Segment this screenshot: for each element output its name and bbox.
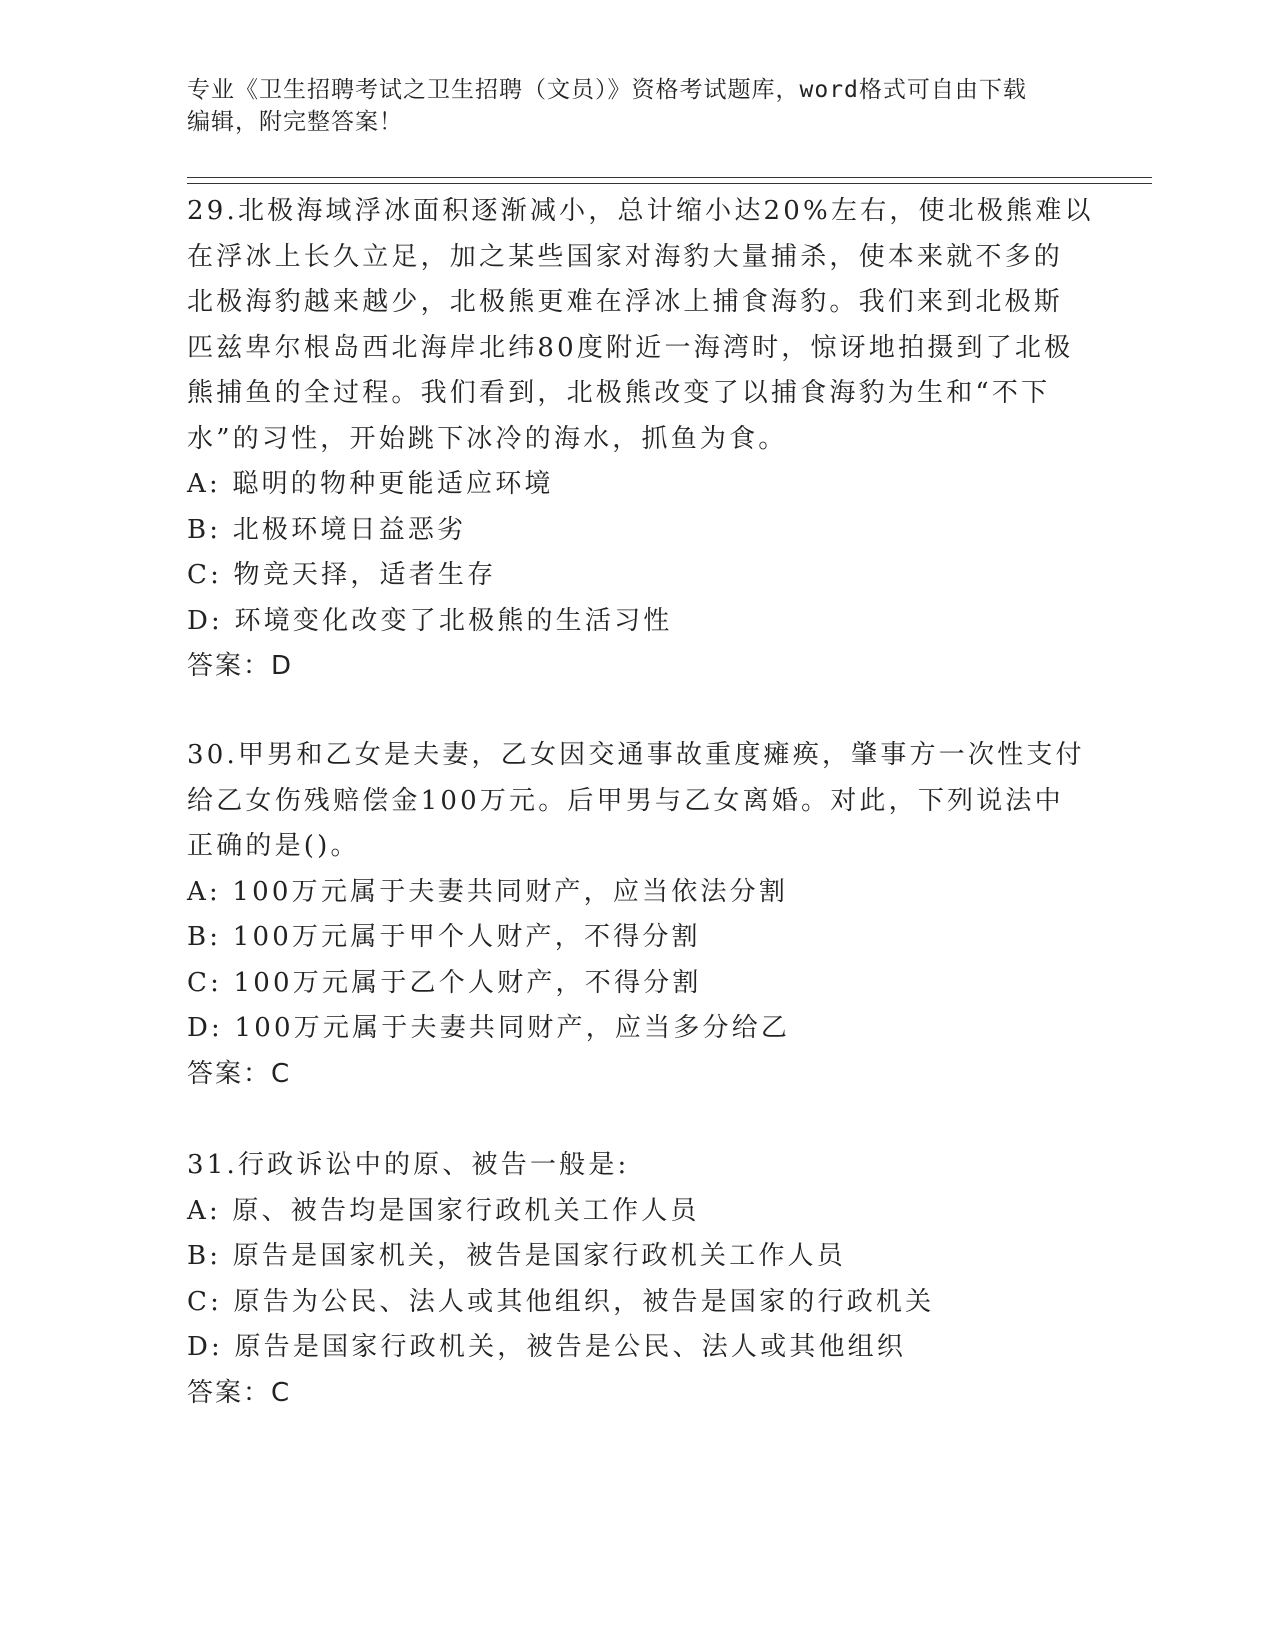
option-b: B: 100万元属于甲个人财产，不得分割 bbox=[187, 922, 701, 952]
question-stem-line: 匹兹卑尔根岛西北海岸北纬80度附近一海湾时，惊讶地拍摄到了北极 bbox=[187, 332, 1074, 363]
header-line-1: 专业《卫生招聘考试之卫生招聘（文员）》资格考试题库，word格式可自由下载 bbox=[187, 77, 1027, 103]
option-b: B: 北极环境日益恶劣 bbox=[187, 514, 467, 545]
answer-label: 答案：C bbox=[187, 1058, 292, 1089]
answer-label: 答案：C bbox=[187, 1377, 292, 1408]
option-c: C: 100万元属于乙个人财产，不得分割 bbox=[187, 967, 702, 998]
option-a: A: 100万元属于夫妻共同财产，应当依法分割 bbox=[187, 876, 789, 907]
answer-label: 答案：D bbox=[187, 651, 294, 681]
header-divider-top bbox=[187, 177, 1152, 178]
document-header bbox=[187, 74, 1087, 138]
option-a: A: 原、被告均是国家行政机关工作人员 bbox=[187, 1195, 700, 1226]
question-stem-line: 水”的习性，开始跳下冰冷的海水，抓鱼为食。 bbox=[187, 423, 788, 454]
question-29 bbox=[187, 189, 1094, 690]
question-stem-line: 北极海豹越来越少，北极熊更难在浮冰上捕食海豹。我们来到北极斯 bbox=[187, 287, 1064, 317]
option-d: D: 100万元属于夫妻共同财产，应当多分给乙 bbox=[187, 1013, 791, 1043]
question-stem-line: 给乙女伤残赔偿金100万元。后甲男与乙女离婚。对此，下列说法中 bbox=[187, 785, 1064, 816]
option-d: D: 环境变化改变了北极熊的生活习性 bbox=[187, 605, 673, 636]
header-divider-bottom bbox=[187, 183, 1152, 184]
option-a: A: 聪明的物种更能适应环境 bbox=[187, 469, 554, 499]
question-stem-line: 29.北极海域浮冰面积逐渐减小，总计缩小达20%左右，使北极熊难以 bbox=[187, 196, 1094, 226]
question-stem-line: 30.甲男和乙女是夫妻，乙女因交通事故重度瘫痪，肇事方一次性支付 bbox=[187, 740, 1085, 770]
question-stem-line: 熊捕鱼的全过程。我们看到，北极熊改变了以捕食海豹为生和“不下 bbox=[187, 378, 1051, 408]
option-c: C: 物竞天择，适者生存 bbox=[187, 560, 497, 590]
question-stem-line: 正确的是()。 bbox=[187, 831, 360, 861]
option-c: C: 原告为公民、法人或其他组织，被告是国家的行政机关 bbox=[187, 1286, 935, 1317]
header-line-2: 编辑，附完整答案！ bbox=[187, 109, 403, 135]
option-b: B: 原告是国家机关，被告是国家行政机关工作人员 bbox=[187, 1241, 846, 1271]
question-stem-line: 在浮冰上长久立足，加之某些国家对海豹大量捕杀，使本来就不多的 bbox=[187, 241, 1064, 272]
question-30 bbox=[187, 733, 1087, 1097]
question-stem-line: 31.行政诉讼中的原、被告一般是: bbox=[187, 1150, 630, 1180]
option-d: D: 原告是国家行政机关，被告是公民、法人或其他组织 bbox=[187, 1332, 907, 1362]
question-31 bbox=[187, 1143, 1087, 1416]
